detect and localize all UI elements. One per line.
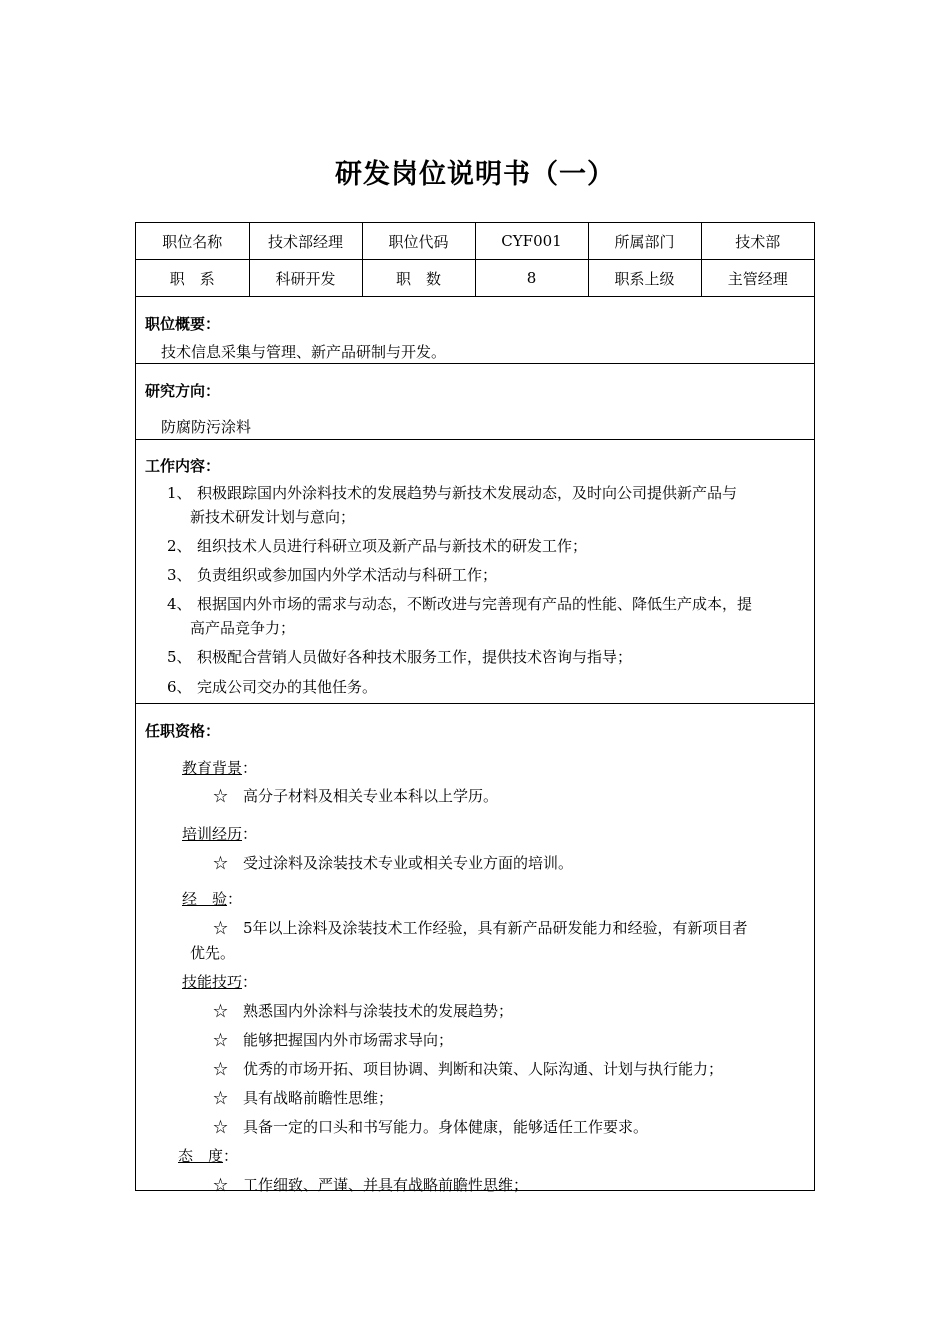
training-item: ☆ 受过涂料及涂装技术专业或相关专业方面的培训。: [213, 854, 574, 872]
research-heading: 研究方向：: [145, 382, 221, 400]
work-item-num: 4、: [167, 595, 192, 613]
summary-text: 技术信息采集与管理、新产品研制与开发。: [161, 343, 447, 361]
work-item-text: 根据国内外市场的需求与动态，不断改进与完善现有产品的性能、降低生产成本，提: [197, 595, 753, 613]
document-title: 研发岗位说明书（一）: [335, 159, 615, 190]
attitude-subheading: [178, 1145, 238, 1166]
value-position-code: CYF001: [475, 223, 588, 260]
qualifications-heading: 任职资格：: [145, 722, 221, 740]
skills-item: ☆ 能够把握国内外市场需求导向；: [213, 1031, 454, 1049]
education-subheading: [182, 757, 257, 778]
summary-heading: 职位概要：: [145, 315, 221, 333]
experience-label: 经 验: [182, 890, 228, 908]
education-colon: ：: [242, 759, 258, 777]
work-heading: 工作内容：: [145, 457, 221, 475]
experience-colon: ：: [227, 890, 243, 908]
label-superior: 职系上级: [588, 260, 701, 297]
header-table: [136, 223, 814, 297]
work-item-text: 积极配合营销人员做好各种技术服务工作，提供技术咨询与指导；: [197, 648, 633, 666]
research-text: 防腐防污涂料: [161, 418, 252, 436]
skills-subheading: [182, 971, 257, 992]
work-item-num: 5、: [167, 648, 192, 666]
skills-item: ☆ 具有战略前瞻性思维；: [213, 1089, 394, 1107]
skills-label: 技能技巧: [182, 973, 243, 991]
education-item: ☆ 高分子材料及相关专业本科以上学历。: [213, 787, 499, 805]
skills-item: ☆ 优秀的市场开拓、项目协调、判断和决策、人际沟通、计划与执行能力；: [213, 1060, 724, 1078]
work-item-num: 1、: [167, 484, 192, 502]
label-position-code: 职位代码: [362, 223, 475, 260]
header-row-1: [136, 223, 814, 260]
work-item-text: 积极跟踪国内外涂料技术的发展趋势与新技术发展动态，及时向公司提供新产品与: [197, 484, 738, 502]
label-job-family: 职 系: [136, 260, 249, 297]
label-department: 所属部门: [588, 223, 701, 260]
attitude-item: ☆ 工作细致、严谨、并具有战略前瞻性思维；: [213, 1176, 529, 1194]
work-section: [136, 440, 814, 704]
qualifications-section: [136, 704, 814, 1194]
value-superior: 主管经理: [701, 260, 814, 297]
experience-item-cont: 优先。: [190, 944, 236, 962]
training-label: 培训经历: [182, 825, 243, 843]
value-job-family: 科研开发: [249, 260, 362, 297]
skills-item: ☆ 具备一定的口头和书写能力。身体健康，能够适任工作要求。: [213, 1118, 649, 1136]
work-item-num: 3、: [167, 566, 192, 584]
job-description-table: [135, 222, 815, 1194]
skills-item: ☆ 熟悉国内外涂料与涂装技术的发展趋势；: [213, 1002, 514, 1020]
attitude-label: 态 度: [178, 1147, 224, 1165]
attitude-colon: ：: [223, 1147, 239, 1165]
work-item-num: 2、: [167, 537, 192, 555]
training-colon: ：: [242, 825, 258, 843]
label-position-name: 职位名称: [136, 223, 249, 260]
skills-colon: ：: [242, 973, 258, 991]
experience-subheading: [182, 888, 242, 909]
work-item-text: 负责组织或参加国内外学术活动与科研工作；: [197, 566, 498, 584]
work-item-num: 6、: [167, 678, 192, 696]
label-headcount: 职 数: [362, 260, 475, 297]
work-item-text: 完成公司交办的其他任务。: [197, 678, 378, 696]
summary-section: [136, 297, 814, 364]
research-section: [136, 364, 814, 440]
header-row-2: [136, 260, 814, 297]
value-position-name: 技术部经理: [249, 223, 362, 260]
value-headcount: 8: [475, 260, 588, 297]
work-item-text-cont: 高产品竞争力；: [190, 619, 296, 637]
training-subheading: [182, 823, 257, 844]
experience-item: ☆ 5年以上涂料及涂装技术工作经验，具有新产品研发能力和经验，有新项目者: [213, 919, 748, 937]
education-label: 教育背景: [182, 759, 243, 777]
work-item-text: 组织技术人员进行科研立项及新产品与新技术的研发工作；: [197, 537, 588, 555]
value-department: 技术部: [701, 223, 814, 260]
work-item-text-cont: 新技术研发计划与意向；: [190, 508, 356, 526]
